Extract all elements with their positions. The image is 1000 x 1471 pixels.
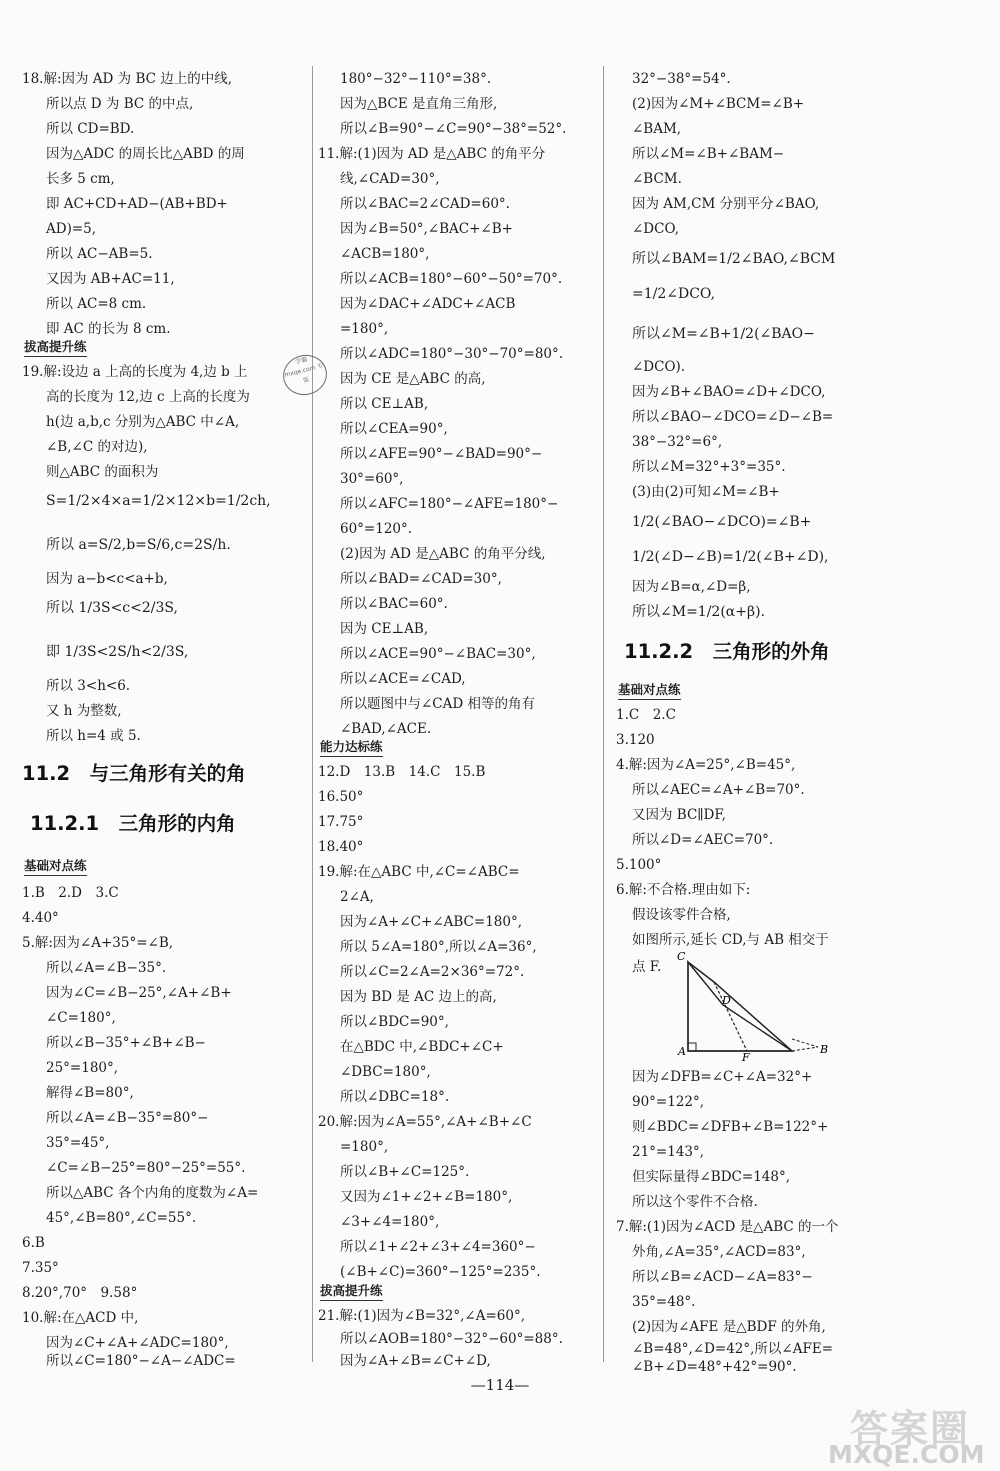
text-line: 因为∠A+∠B=∠C+∠D,: [340, 1353, 491, 1369]
section-tag-ability: 能力达标练: [320, 739, 383, 757]
text-line: 19.解:在△ABC 中,∠C=∠ABC=: [318, 864, 520, 880]
text-line: 线,∠CAD=30°,: [340, 171, 440, 187]
text-line: 因为∠B+∠BAO=∠D+∠DCO,: [632, 384, 826, 400]
text-line: 又因为∠1+∠2+∠B=180°,: [340, 1189, 513, 1205]
text-line: (2)因为 AD 是△ABC 的角平分线,: [340, 546, 546, 562]
formula-line: 即 1/3S<2S/h<2/3S,: [46, 644, 189, 660]
text-line: 4.40°: [22, 910, 59, 926]
text-line: 因为△ADC 的周长比△ABD 的周: [46, 146, 245, 162]
text-line: 因为 a−b<c<a+b,: [46, 571, 168, 587]
formula-line: S=1/2×4×a=1/2×12×b=1/2ch,: [46, 493, 271, 509]
section-tag-basic: 基础对点练: [24, 858, 87, 876]
text-line: 17.75°: [318, 814, 364, 830]
text-line: 但实际量得∠BDC=148°,: [632, 1169, 791, 1185]
text-line: 所以∠AOB=180°−32°−60°=88°.: [340, 1331, 563, 1347]
text-line: 因为∠DFB=∠C+∠A=32°+: [632, 1069, 813, 1085]
text-line: 因为 AM,CM 分别平分∠BAO,: [632, 196, 820, 212]
text-line: 即 AC 的长为 8 cm.: [46, 321, 171, 337]
fig-label-d: D: [722, 994, 731, 1007]
text-line: (∠B+∠C)=360°−125°=235°.: [340, 1264, 541, 1280]
text-line: 因为 CE 是△ABC 的高,: [340, 371, 486, 387]
text-line: 7.35°: [22, 1260, 59, 1276]
text-line: 所以∠BAC=2∠CAD=60°.: [340, 196, 510, 212]
text-line: 因为∠A+∠C+∠ABC=180°,: [340, 914, 523, 930]
text-line: ∠DCO).: [632, 359, 686, 375]
text-line: AD)=5,: [46, 221, 97, 237]
text-line: ∠BAM,: [632, 121, 682, 137]
text-line: 点 F.: [632, 959, 662, 975]
text-line: 又 h 为整数,: [46, 703, 122, 719]
text-line: 所以∠ACB=180°−60°−50°=70°.: [340, 271, 563, 287]
text-line: 5.100°: [616, 857, 662, 873]
text-line: 所以这个零件不合格.: [632, 1194, 758, 1210]
text-line: 解得∠B=80°,: [46, 1085, 134, 1101]
text-line: 所以 CE⊥AB,: [340, 396, 429, 412]
text-line: 3.120: [616, 732, 655, 748]
text-line: 则△ABC 的面积为: [46, 464, 159, 480]
text-line: 所以∠BAO−∠DCO=∠D−∠B=: [632, 409, 834, 425]
text-line: 所以∠B=90°−∠C=90°−38°=52°.: [340, 121, 567, 137]
text-line: 21°=143°,: [632, 1144, 705, 1160]
text-line: 35°=48°.: [632, 1294, 696, 1310]
text-line: 长多 5 cm,: [46, 171, 115, 187]
section-tag-advanced: 拔高提升练: [320, 1283, 383, 1301]
text-line: ∠BCM.: [632, 171, 682, 187]
text-line: ∠DBC=180°,: [340, 1064, 431, 1080]
text-line: 所以∠C=180°−∠A−∠ADC=: [46, 1353, 236, 1369]
text-line: ∠B=48°,∠D=42°,所以∠AFE=: [632, 1341, 834, 1357]
text-line: 所以 3<h<6.: [46, 678, 131, 694]
text-line: 5.解:因为∠A+35°=∠B,: [22, 935, 174, 951]
text-line: ∠BAD,∠ACE.: [340, 721, 432, 737]
text-line: h(边 a,b,c 分别为△ABC 中∠A,: [46, 414, 240, 430]
text-line: 又因为 BC∥DF,: [632, 807, 726, 823]
section-heading-11-2-2: 11.2.2 三角形的外角: [624, 640, 830, 663]
page-number: —114—: [470, 1376, 530, 1394]
text-line: 所以 5∠A=180°,所以∠A=36°,: [340, 939, 537, 955]
text-line: (2)因为∠AFE 是△BDF 的外角,: [632, 1319, 826, 1335]
text-line: 所以∠ACE=∠CAD,: [340, 671, 466, 687]
text-line: 所以∠M=∠B+∠BAM−: [632, 146, 785, 162]
text-line: 38°−32°=6°,: [632, 434, 723, 450]
text-line: 所以∠CEA=90°,: [340, 421, 448, 437]
text-line: 21.解:(1)因为∠B=32°,∠A=60°,: [318, 1308, 525, 1324]
text-line: (2)因为∠M+∠BCM=∠B+: [632, 96, 805, 112]
text-line: 所以△ABC 各个内角的度数为∠A=: [46, 1185, 259, 1201]
formula-line: 所以 1/3S<c<2/3S,: [46, 600, 178, 616]
text-line: ∠DCO,: [632, 221, 680, 237]
text-line: 90°=122°,: [632, 1094, 705, 1110]
text-line: 60°=120°.: [340, 521, 413, 537]
text-line: 因为∠C+∠A+∠ADC=180°,: [46, 1335, 229, 1351]
text-line: 所以 CD=BD.: [46, 121, 135, 137]
text-line: 因为∠DAC+∠ADC+∠ACB: [340, 296, 516, 312]
formula-line: 所以 a=S/2,b=S/6,c=2S/h.: [46, 537, 231, 553]
text-line: 所以∠B=∠ACD−∠A=83°−: [632, 1269, 813, 1285]
section-tag-basic: 基础对点练: [618, 682, 681, 700]
text-line: 1.B 2.D 3.C: [22, 885, 119, 901]
text-line: 所以 AC=8 cm.: [46, 296, 147, 312]
text-line: 所以点 D 为 BC 的中点,: [46, 96, 194, 112]
text-line: 45°,∠B=80°,∠C=55°.: [46, 1210, 197, 1226]
text-line: ∠C=∠B−25°=80°−25°=55°.: [46, 1160, 246, 1176]
text-line: 7.解:(1)因为∠ACD 是△ABC 的一个: [616, 1219, 839, 1235]
text-line: 即 AC+CD+AD−(AB+BD+: [46, 196, 228, 212]
text-line: 6.解:不合格.理由如下:: [616, 882, 751, 898]
text-line: 20.解:因为∠A=55°,∠A+∠B+∠C: [318, 1114, 532, 1130]
formula-line: 所以∠M=∠B+1/2(∠BAO−: [632, 326, 815, 342]
watermark-url: MXQE.COM: [828, 1440, 985, 1469]
text-line: 19.解:设边 a 上高的长度为 4,边 b 上: [22, 364, 248, 380]
text-line: 因为 BD 是 AC 边上的高,: [340, 989, 497, 1005]
circular-stamp: 学霸 mxqe.com 专版: [279, 350, 331, 399]
text-line: 因为∠C=∠B−25°,∠A+∠B+: [46, 985, 232, 1001]
text-line: 高的长度为 12,边 c 上高的长度为: [46, 389, 250, 405]
fig-label-c: C: [677, 950, 686, 963]
formula-line: =1/2∠DCO,: [632, 286, 716, 302]
text-line: 8.20°,70° 9.58°: [22, 1285, 138, 1301]
section-heading-11-2-1: 11.2.1 三角形的内角: [30, 812, 236, 835]
column-divider-left: [312, 66, 313, 1362]
text-line: 所以∠DBC=18°.: [340, 1089, 450, 1105]
text-line: 12.D 13.B 14.C 15.B: [318, 764, 486, 780]
text-line: 35°=45°,: [46, 1135, 110, 1151]
text-line: =180°,: [340, 321, 389, 337]
text-line: 所以∠B+∠C=125°.: [340, 1164, 470, 1180]
text-line: 所以∠BAD=∠CAD=30°,: [340, 571, 502, 587]
text-line: 所以∠ADC=180°−30°−70°=80°.: [340, 346, 564, 362]
text-line: 18.解:因为 AD 为 BC 边上的中线,: [22, 71, 233, 87]
formula-line: 所以∠BAM=1/2∠BAO,∠BCM: [632, 251, 836, 267]
text-line: 又因为 AB+AC=11,: [46, 271, 175, 287]
text-line: 所以∠AFE=90°−∠BAD=90°−: [340, 446, 543, 462]
text-line: 16.50°: [318, 789, 364, 805]
text-line: 所以∠A=∠B−35°=80°−: [46, 1110, 209, 1126]
text-line: 30°=60°,: [340, 471, 404, 487]
text-line: 180°−32°−110°=38°.: [340, 71, 492, 87]
text-line: 因为△BCE 是直角三角形,: [340, 96, 498, 112]
formula-line: 1/2(∠BAO−∠DCO)=∠B+: [632, 514, 812, 530]
text-line: 10.解:在△ACD 中,: [22, 1310, 139, 1326]
text-line: 4.解:因为∠A=25°,∠B=45°,: [616, 757, 796, 773]
fig-label-a: A: [678, 1045, 686, 1058]
formula-line: 1/2(∠D−∠B)=1/2(∠B+∠D),: [632, 549, 829, 565]
text-line: 如图所示,延长 CD,与 AB 相交于: [632, 932, 829, 948]
section-tag-advanced: 拔高提升练: [24, 339, 87, 357]
text-line: 所以∠AFC=180°−∠AFE=180°−: [340, 496, 559, 512]
column-divider-right: [603, 66, 604, 1362]
text-line: 假设该零件合格,: [632, 907, 731, 923]
text-line: 所以∠AEC=∠A+∠B=70°.: [632, 782, 805, 798]
text-line: ∠B,∠C 的对边),: [46, 439, 148, 455]
text-line: 所以∠C=2∠A=2×36°=72°.: [340, 964, 525, 980]
fig-label-f: F: [742, 1051, 750, 1062]
text-line: 因为 CE⊥AB,: [340, 621, 429, 637]
text-line: 所以∠ACE=90°−∠BAC=30°,: [340, 646, 536, 662]
section-heading-11-2: 11.2 与三角形有关的角: [22, 762, 246, 785]
text-line: 2∠A,: [340, 889, 374, 905]
text-line: 则∠BDC=∠DFB+∠B=122°+: [632, 1119, 829, 1135]
text-line: 所以∠BAC=60°.: [340, 596, 448, 612]
text-line: 32°−38°=54°.: [632, 71, 731, 87]
text-line: 所以∠A=∠B−35°.: [46, 960, 167, 976]
text-line: 所以 h=4 或 5.: [46, 728, 141, 744]
text-line: 所以题图中与∠CAD 相等的角有: [340, 696, 536, 712]
text-line: 25°=180°,: [46, 1060, 119, 1076]
watermark-logo: 答案圈: [850, 1407, 971, 1451]
text-line: 1.C 2.C: [616, 707, 676, 723]
text-line: 所以∠D=∠AEC=70°.: [632, 832, 774, 848]
formula-line: 所以∠M=1/2(α+β).: [632, 604, 765, 620]
text-line: =180°,: [340, 1139, 389, 1155]
text-line: 外角,∠A=35°,∠ACD=83°,: [632, 1244, 806, 1260]
text-line: 所以∠BDC=90°,: [340, 1014, 449, 1030]
text-line: ∠B+∠D=48°+42°=90°.: [632, 1359, 797, 1375]
text-line: 11.解:(1)因为 AD 是△ABC 的角平分: [318, 146, 546, 162]
text-line: 因为∠B=α,∠D=β,: [632, 579, 751, 595]
text-line: 所以∠B−35°+∠B+∠B−: [46, 1035, 206, 1051]
text-line: 在△BDC 中,∠BDC+∠C+: [340, 1039, 504, 1055]
triangle-part-figure: [672, 947, 842, 1062]
text-line: (3)由(2)可知∠M=∠B+: [632, 484, 780, 500]
text-line: ∠ACB=180°,: [340, 246, 430, 262]
text-line: ∠3+∠4=180°,: [340, 1214, 440, 1230]
text-line: 18.40°: [318, 839, 364, 855]
fig-label-b: B: [820, 1043, 829, 1056]
text-line: ∠C=180°,: [46, 1010, 116, 1026]
text-line: 所以 AC−AB=5.: [46, 246, 153, 262]
text-line: 6.B: [22, 1235, 45, 1251]
text-line: 所以∠1+∠2+∠3+∠4=360°−: [340, 1239, 536, 1255]
text-line: 因为∠B=50°,∠BAC+∠B+: [340, 221, 513, 237]
text-line: 所以∠M=32°+3°=35°.: [632, 459, 786, 475]
